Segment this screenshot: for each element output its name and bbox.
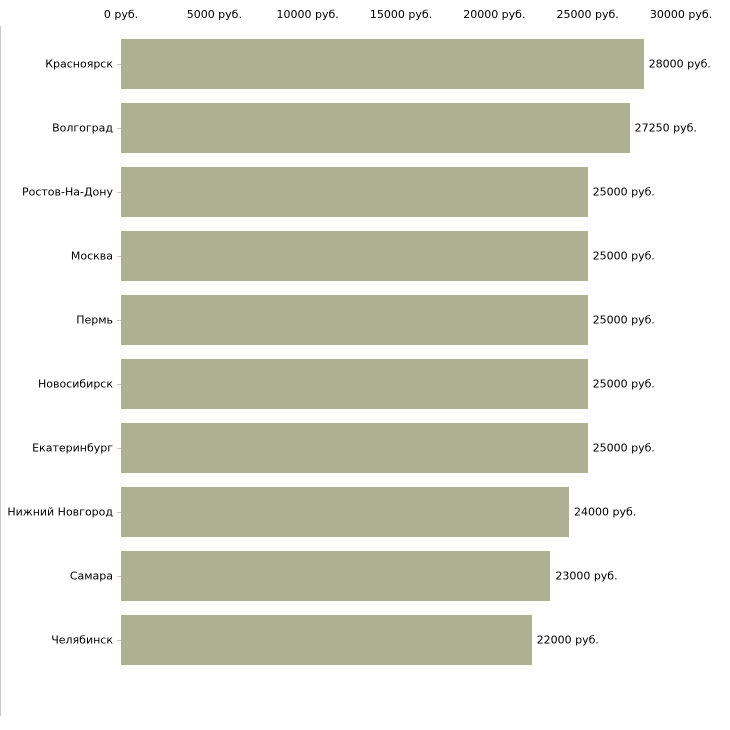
bar-value-label: 24000 руб. xyxy=(574,505,637,519)
bar-row xyxy=(0,224,730,288)
bar-row xyxy=(0,608,730,672)
bar-value-label: 27250 руб. xyxy=(634,121,697,135)
category-label: Нижний Новгород xyxy=(7,505,113,519)
bar-value-label: 25000 руб. xyxy=(592,313,655,327)
bar[interactable] xyxy=(121,103,630,153)
category-label: Ростов-На-Дону xyxy=(21,185,113,199)
x-tick-label: 0 руб. xyxy=(103,8,139,21)
category-label: Самара xyxy=(69,569,113,583)
bar[interactable] xyxy=(121,359,588,409)
category-label: Челябинск xyxy=(51,633,113,647)
bar-value-label: 25000 руб. xyxy=(592,185,655,199)
bar-row xyxy=(0,32,730,96)
bar[interactable] xyxy=(121,423,588,473)
bar-row xyxy=(0,160,730,224)
bar-row xyxy=(0,288,730,352)
bar[interactable] xyxy=(121,167,588,217)
x-tick-label: 10000 руб. xyxy=(276,8,339,21)
x-axis-top xyxy=(0,0,730,26)
bar[interactable] xyxy=(121,615,532,665)
category-label: Волгоград xyxy=(52,121,113,135)
bar-value-label: 22000 руб. xyxy=(536,633,599,647)
x-tick-label: 15000 руб. xyxy=(369,8,433,21)
bar-value-label: 25000 руб. xyxy=(592,249,655,263)
bar-value-label: 25000 руб. xyxy=(592,441,655,455)
bar[interactable] xyxy=(121,551,550,601)
category-label: Москва xyxy=(70,249,113,263)
bar-value-label: 25000 руб. xyxy=(592,377,655,391)
plot-area xyxy=(0,26,730,716)
bar-row xyxy=(0,352,730,416)
x-tick-label: 5000 руб. xyxy=(186,8,242,21)
category-label: Красноярск xyxy=(45,57,113,71)
bar[interactable] xyxy=(121,295,588,345)
x-tick-label: 25000 руб. xyxy=(556,8,619,21)
bar-row xyxy=(0,96,730,160)
bar[interactable] xyxy=(121,231,588,281)
x-tick-label: 30000 руб. xyxy=(649,8,713,21)
bar[interactable] xyxy=(121,487,569,537)
category-label: Пермь xyxy=(76,313,113,327)
category-label: Новосибирск xyxy=(37,377,113,391)
category-label: Екатеринбург xyxy=(32,441,113,455)
bar[interactable] xyxy=(121,39,644,89)
bar-row xyxy=(0,416,730,480)
x-tick-label: 20000 руб. xyxy=(463,8,526,21)
bar-row xyxy=(0,544,730,608)
bar-row xyxy=(0,480,730,544)
bar-value-label: 28000 руб. xyxy=(648,57,711,71)
bar-value-label: 23000 руб. xyxy=(555,569,618,583)
